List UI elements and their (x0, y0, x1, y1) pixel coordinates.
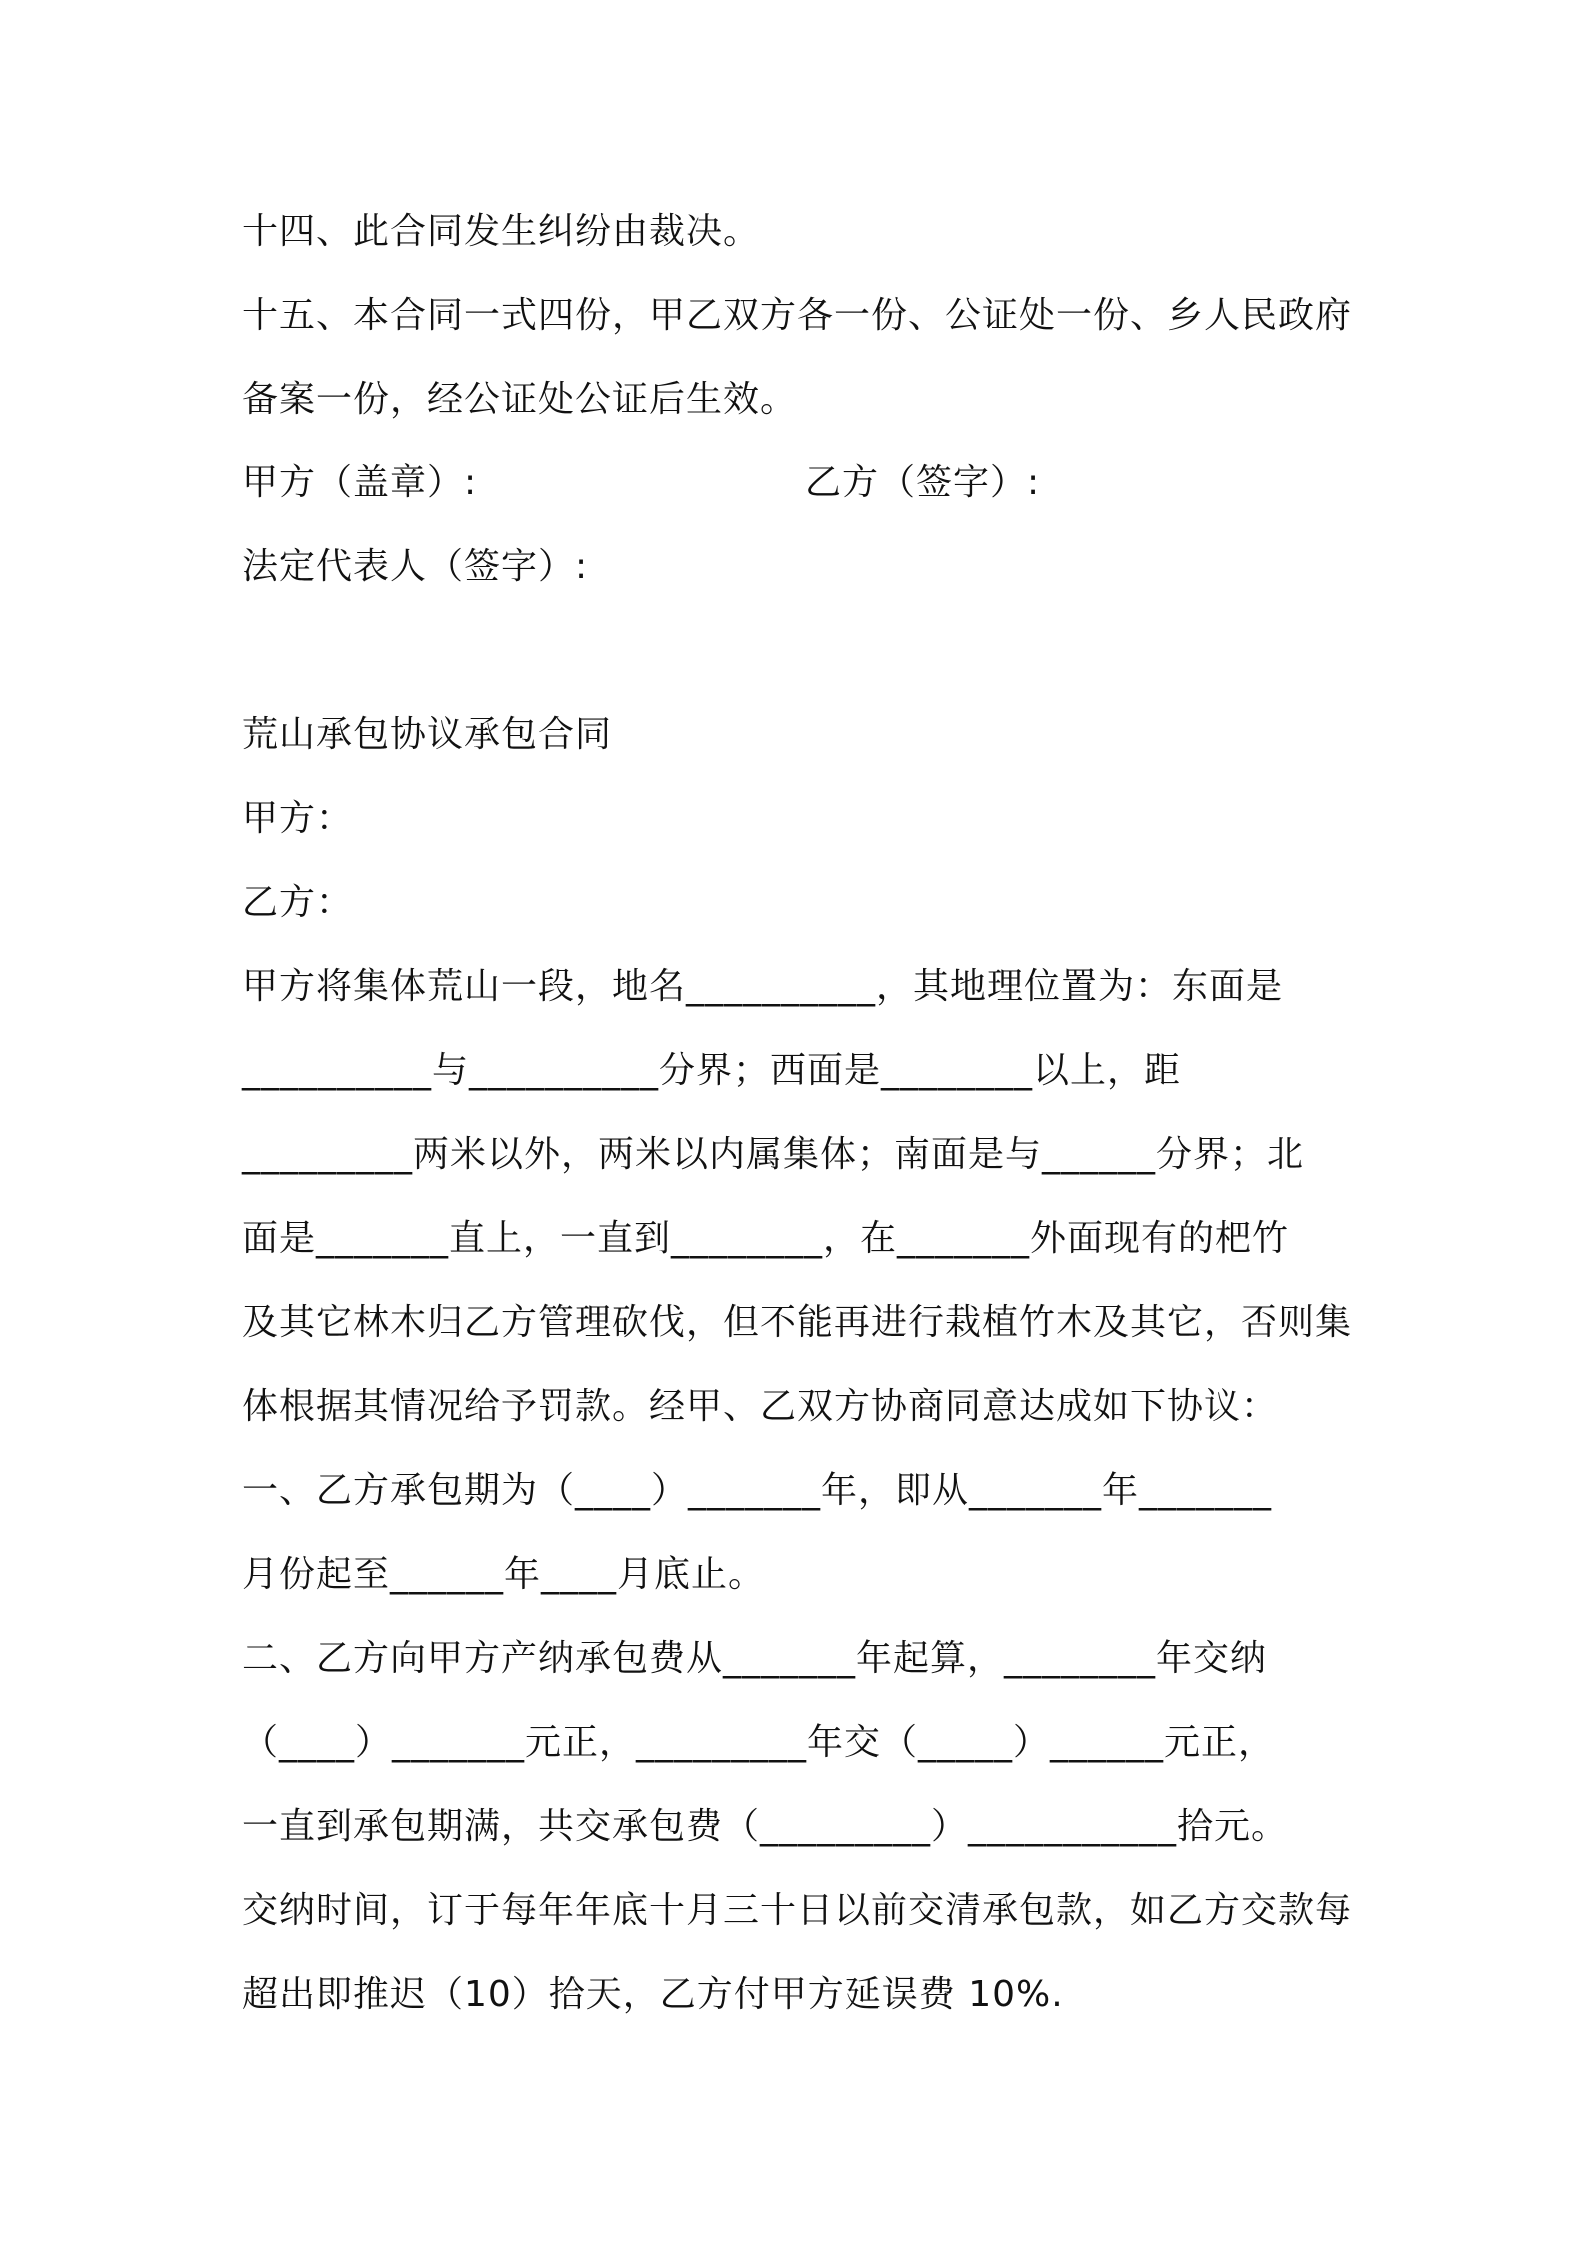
body-line-2: __________与__________分界；西面是________以上，距 (242, 1050, 1182, 1091)
term-clause-line-2: 月份起至______年____月底止。 (242, 1554, 766, 1595)
body-line-5: 及其它林木归乙方管理砍伐，但不能再进行栽植竹木及其它，否则集 (242, 1302, 1353, 1343)
payment-time-line-2: 超出即推迟（10）拾天，乙方付甲方延误费 10%. (242, 1974, 1064, 2015)
party-a-label: 甲方： (242, 798, 354, 839)
payment-time-line-1: 交纳时间，订于每年年底十月三十日以前交清承包款，如乙方交款每 (242, 1890, 1353, 1931)
body-line-3: _________两米以外，两米以内属集体；南面是与______分界；北 (242, 1134, 1305, 1175)
fee-clause-line-3: 一直到承包期满，共交承包费（_________）___________拾元。 (242, 1806, 1289, 1847)
clause-15-line-1: 十五、本合同一式四份，甲乙双方各一份、公证处一份、乡人民政府 (242, 295, 1353, 336)
term-clause-line-1: 一、乙方承包期为（____）_______年，即从_______年_______ (242, 1470, 1273, 1511)
body-line-4: 面是_______直上，一直到________，在_______外面现有的杷竹 (242, 1218, 1290, 1259)
party-b-label: 乙方： (242, 882, 354, 923)
clause-15-line-2: 备案一份，经公证处公证后生效。 (242, 379, 798, 420)
legal-representative-label: 法定代表人（签字）: (242, 546, 589, 587)
clause-14: 十四、此合同发生纠纷由裁决。 (242, 211, 761, 252)
body-line-6: 体根据其情况给予罚款。经甲、乙双方协商同意达成如下协议： (242, 1386, 1279, 1427)
party-b-signature-label: 乙方（签字）: (805, 462, 1041, 503)
contract-title: 荒山承包协议承包合同 (242, 714, 613, 755)
fee-clause-line-2: （____）_______元正，_________年交（_____）______元正， (242, 1722, 1276, 1763)
party-a-seal-label: 甲方（盖章）: (242, 462, 478, 503)
fee-clause-line-1: 二、乙方向甲方产纳承包费从_______年起算，________年交纳 (242, 1638, 1268, 1679)
body-line-1: 甲方将集体荒山一段，地名__________，其地理位置为：东面是 (242, 966, 1284, 1007)
